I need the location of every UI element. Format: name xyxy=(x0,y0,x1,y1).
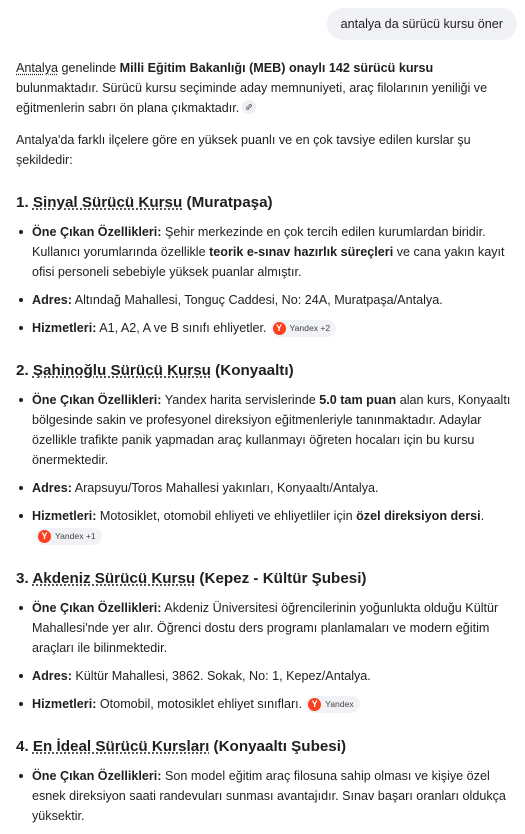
intro-text: genelinde xyxy=(58,61,120,75)
list-item xyxy=(16,478,516,498)
item-bold: 5.0 tam puan xyxy=(319,393,397,407)
course-link[interactable]: Akdeniz Sürücü Kursu xyxy=(32,570,196,587)
item-text: Şehir merkezinde en çok tercih edilen kurumlardan biridir. Kullanıcı yorumlarında özellikle xyxy=(32,225,486,259)
item-text: Yandex harita servislerinde xyxy=(161,393,320,407)
section-suffix: (Konyaaltı) xyxy=(210,362,294,379)
item-text: Otomobil, motosiklet ehliyet sınıfları. xyxy=(96,697,303,711)
item-text: Akdeniz Üniversitesi öğrencilerinin yoğunlukta olduğu Kültür Mahallesi'nde yer alır. Öğrenci dostu ders programı planlamaları ve modern eğitim araçları ile bilinmektedir. xyxy=(32,601,499,655)
link-icon[interactable] xyxy=(242,100,256,114)
assistant-response xyxy=(16,58,516,834)
source-chip-label: Yandex +2 xyxy=(289,323,331,333)
source-chip-label: Yandex xyxy=(325,699,354,709)
intro-bold: Milli Eğitim Bakanlığı (MEB) onaylı 142 sürücü kursu xyxy=(119,61,434,75)
item-label: Öne Çıkan Özellikleri: xyxy=(32,225,162,239)
yandex-logo-icon: Y xyxy=(273,322,286,335)
section-number: 3. xyxy=(16,570,29,587)
list-item xyxy=(16,290,516,310)
city-link[interactable]: Antalya xyxy=(16,61,59,75)
item-label: Hizmetleri: xyxy=(32,321,97,335)
item-label: Hizmetleri: xyxy=(32,697,97,711)
section-suffix: (Konyaaltı Şubesi) xyxy=(209,738,347,755)
item-label: Adres: xyxy=(32,669,72,683)
list-item xyxy=(16,598,516,658)
item-text: Kültür Mahallesi, 3862. Sokak, No: 1, Kepez/Antalya. xyxy=(71,669,371,683)
list-item xyxy=(16,506,516,546)
section-number: 4. xyxy=(16,738,29,755)
item-text: Motosiklet, otomobil ehliyeti ve ehliyetliler için xyxy=(96,509,357,523)
list-item xyxy=(16,222,516,282)
list-item xyxy=(16,318,516,338)
section-heading xyxy=(16,736,516,758)
item-text: ve cana yakın kayıt ofisi personeli sebebiyle yüksek puanlar almıştır. xyxy=(32,245,505,279)
item-text: . xyxy=(480,509,485,523)
item-label: Öne Çıkan Özellikleri: xyxy=(32,769,162,783)
course-details-list xyxy=(16,222,516,338)
section-heading xyxy=(16,360,516,382)
section-number: 1. xyxy=(16,194,29,211)
item-text: Arapsuyu/Toros Mahallesi yakınları, Konyaaltı/Antalya. xyxy=(71,481,379,495)
section-number: 2. xyxy=(16,362,29,379)
course-details-list xyxy=(16,766,516,826)
source-chip[interactable] xyxy=(306,696,360,713)
source-chip-label: Yandex +1 xyxy=(55,531,96,541)
intro-paragraph-2: Antalya'da farklı ilçelere göre en yüksek puanlı ve en çok tavsiye edilen kurslar şu şekildedir: xyxy=(16,133,471,167)
item-text: Altındağ Mahallesi, Tonguç Caddesi, No: 24A, Muratpaşa/Antalya. xyxy=(71,293,443,307)
section-suffix: (Muratpaşa) xyxy=(182,194,273,211)
course-link[interactable]: En İdeal Sürücü Kursları xyxy=(32,738,210,755)
list-item xyxy=(16,390,516,470)
item-label: Öne Çıkan Özellikleri: xyxy=(32,393,162,407)
course-link[interactable]: Sinyal Sürücü Kursu xyxy=(32,194,183,211)
course-details-list xyxy=(16,598,516,714)
course-link[interactable]: Şahinoğlu Sürücü Kursu xyxy=(32,362,211,379)
item-label: Öne Çıkan Özellikleri: xyxy=(32,601,162,615)
user-message-row xyxy=(327,8,517,40)
yandex-logo-icon: Y xyxy=(308,698,321,711)
item-text: A1, A2, A ve B sınıfı ehliyetler. xyxy=(96,321,267,335)
item-text: alan kurs, Konyaaltı bölgesinde sakin ve profesyonel direksiyon eğitmenleriyle tanınmaktadır. Adaylar özellikle trafikte panik yapmadan araç kullanmayı öğreten hocaları için bu kursu önermektedir. xyxy=(32,393,511,467)
intro-paragraph xyxy=(16,58,516,118)
yandex-logo-icon: Y xyxy=(38,530,51,543)
item-text: Son model eğitim araç filosuna sahip olması ve kişiye özel esnek direksiyon saati randevuları sunması avantajıdır. Sınav başarı oranları oldukça yüksektir. xyxy=(32,769,506,823)
section-suffix: (Kepez - Kültür Şubesi) xyxy=(195,570,367,587)
section-heading xyxy=(16,192,516,214)
intro-text: bulunmaktadır. Sürücü kursu seçiminde aday memnuniyeti, araç filolarının yeniliği ve eğitmenlerin sabrı ön plana çıkmaktadır. xyxy=(16,81,488,115)
list-item xyxy=(16,766,516,826)
item-bold: özel direksiyon dersi xyxy=(356,509,481,523)
list-item xyxy=(16,666,516,686)
list-item xyxy=(16,694,516,714)
item-label: Adres: xyxy=(32,481,72,495)
section-heading xyxy=(16,568,516,590)
item-label: Hizmetleri: xyxy=(32,509,97,523)
item-bold: teorik e-sınav hazırlık süreçleri xyxy=(209,245,394,259)
source-chip[interactable] xyxy=(271,320,337,337)
item-label: Adres: xyxy=(32,293,72,307)
source-chip[interactable] xyxy=(36,528,102,545)
course-details-list xyxy=(16,390,516,546)
user-message-bubble: antalya da sürücü kursu öner xyxy=(327,8,517,40)
